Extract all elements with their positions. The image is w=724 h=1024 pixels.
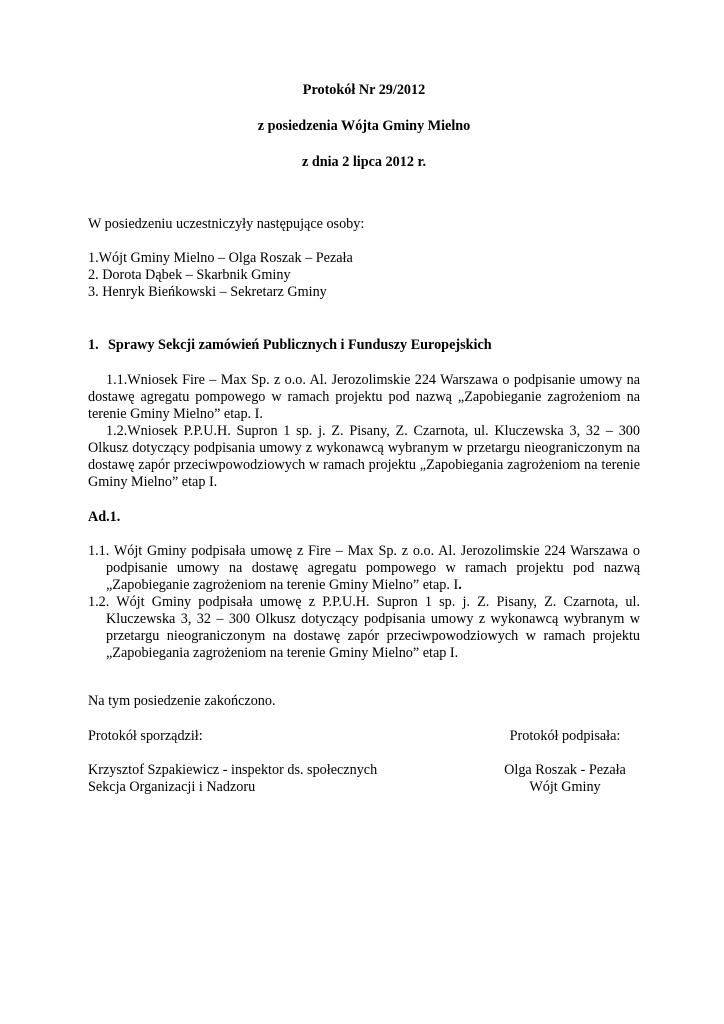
ad-items (88, 543, 640, 662)
ad-item-text: 1.2. Wójt Gminy podpisała umowę z P.P.U.H. Supron 1 sp. j. Z. Pisany, Z. Czarnota, ul. Kluczewska 3, 32 – 300 Olkusz dotyczący podpisania umowy z wykonawcą wybranym w przetargu nieograniczonym na dostawę zapór przeciwpowodziowych w ramach projektu „Zapobiegania zagrożeniom na terenie Gminy Mielno” etap I. (88, 594, 640, 661)
signed-by-label: Protokół podpisała: (509, 728, 621, 744)
document-title: Protokół Nr 29/2012 (302, 82, 426, 98)
ad-item (88, 594, 640, 662)
attendee-item: 2. Dorota Dąbek – Skarbnik Gminy (88, 267, 291, 283)
signer-block (490, 762, 640, 796)
section-number: 1. (88, 337, 99, 353)
agenda-items (88, 372, 640, 491)
ad-item-tail: . (458, 577, 462, 593)
document-page (88, 82, 640, 796)
closing-text: Na tym posiedzenie zakończono. (88, 693, 276, 709)
attendees-intro: W posiedzeniu uczestniczyły następujące osoby: (88, 216, 365, 232)
agenda-item: 1.1.Wniosek Fire – Max Sp. z o.o. Al. Jerozolimskie 224 Warszawa o podpisanie umowy na dostawę agregatu pompowego w ramach projektu pod nazwą „Zapobieganie zagrożeniom na terenie Gminy Mielno” etap. I. (88, 372, 640, 422)
agenda-item: 1.2.Wniosek P.P.U.H. Supron 1 sp. j. Z. Pisany, Z. Czarnota, ul. Kluczewska 3, 32 – 300 Olkusz dotyczący podpisania umowy z wykonawcą wybranym w przetargu nieograniczonym na dostawę zapór przeciwpowodziowych w ramach projektu „Zapobiegania zagrożeniom na terenie Gminy Mielno” etap I. (88, 423, 640, 490)
ad-heading: Ad.1. (88, 509, 121, 525)
preparer-name: Krzysztof Szpakiewicz - inspektor ds. społecznych (88, 762, 378, 778)
attendee-item: 1.Wójt Gminy Mielno – Olga Roszak – Pezała (88, 250, 353, 266)
preparer-block (88, 762, 377, 796)
signature-names (88, 762, 640, 796)
ad-item (88, 543, 640, 594)
signature-labels (88, 728, 640, 745)
ad-item-text: 1.1. Wójt Gminy podpisała umowę z Fire – Max Sp. z o.o. Al. Jerozolimskie 224 Warszawa o podpisanie umowy na dostawę agregatu pompowego w ramach projektu pod nazwą „Zapobieganie zagrożeniom na terenie Gminy Mielno” etap. I (88, 543, 640, 593)
attendee-item: 3. Henryk Bieńkowski – Sekretarz Gminy (88, 284, 327, 300)
attendees-list (88, 250, 640, 301)
section-heading (88, 337, 640, 354)
preparer-unit: Sekcja Organizacji i Nadzoru (88, 779, 256, 795)
signer-role: Wójt Gminy (529, 779, 601, 795)
document-subtitle: z posiedzenia Wójta Gminy Mielno (257, 118, 471, 134)
prepared-by-label: Protokół sporządził: (88, 728, 203, 744)
signer-name: Olga Roszak - Pezała (504, 762, 626, 778)
section-title: Sprawy Sekcji zamówień Publicznych i Funduszy Europejskich (108, 337, 492, 353)
document-date: z dnia 2 lipca 2012 r. (301, 154, 427, 170)
